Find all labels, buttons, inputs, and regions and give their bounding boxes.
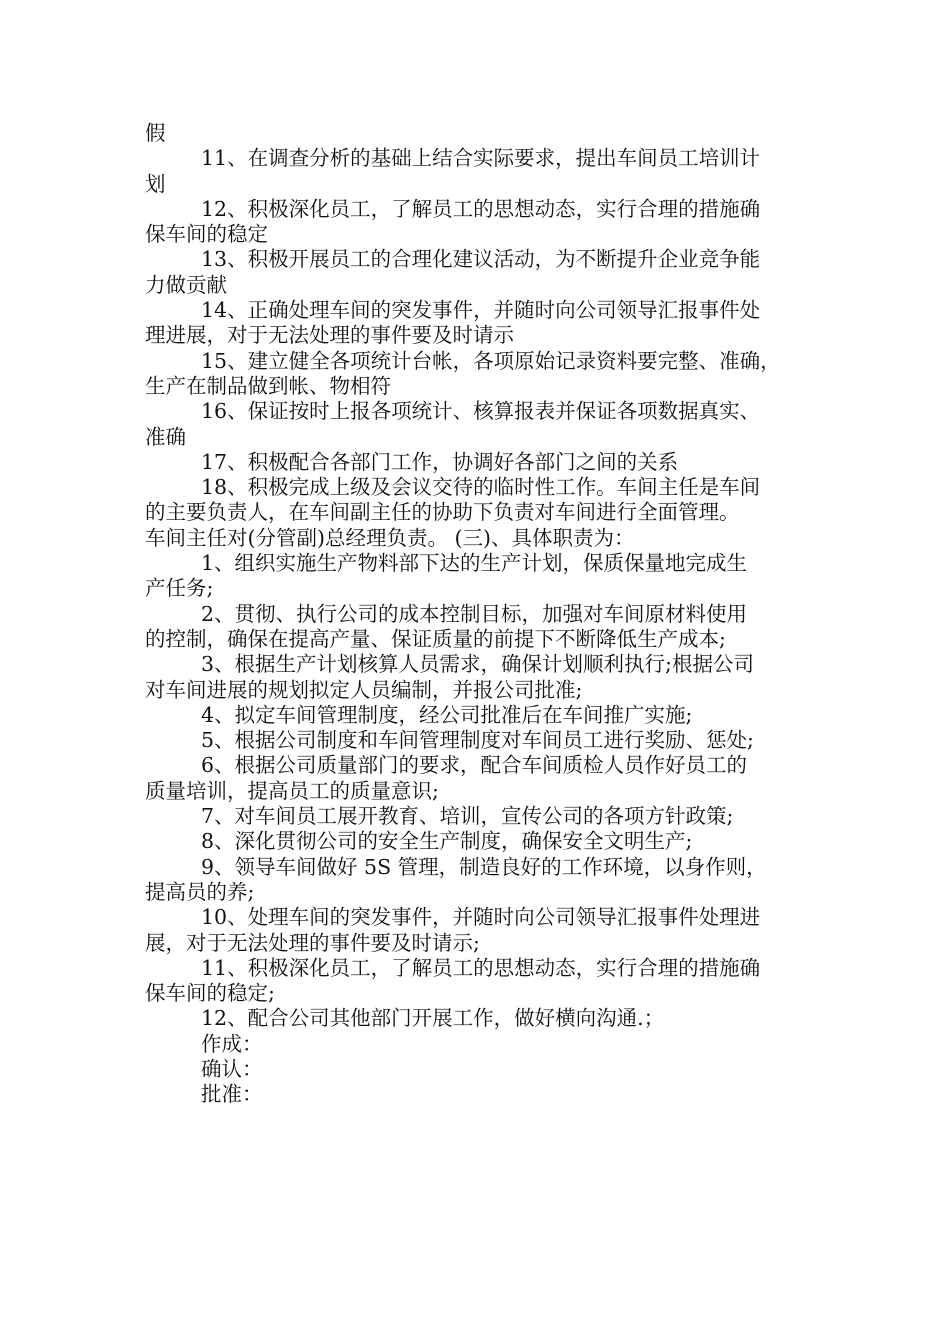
document-body	[145, 121, 825, 1108]
text-line: 划	[145, 171, 166, 196]
text-line: 6、根据公司质量部门的要求，配合车间质检人员作好员工的	[201, 753, 748, 778]
text-line: 12、积极深化员工，了解员工的思想动态，实行合理的措施确	[201, 196, 761, 221]
signoff-approved: 批准：	[201, 1082, 263, 1107]
text-line: 理进展，对于无法处理的事件要及时请示	[145, 323, 514, 348]
text-line: 7、对车间员工展开教育、培训，宣传公司的各项方针政策;	[201, 804, 734, 829]
text-line: 的主要负责人，在车间副主任的协助下负责对车间进行全面管理。	[145, 500, 740, 525]
text-line: 1、组织实施生产物料部下达的生产计划，保质保量地完成生	[201, 551, 748, 576]
text-line: 17、积极配合各部门工作，协调好各部门之间的关系	[201, 449, 679, 474]
text-line: 3、根据生产计划核算人员需求，确保计划顺利执行;根据公司	[201, 652, 754, 677]
text-line: 准确	[145, 424, 186, 449]
text-line: 保车间的稳定	[145, 222, 268, 247]
text-line: 产任务;	[145, 576, 214, 601]
text-line: 18、积极完成上级及会议交待的临时性工作。车间主任是车间	[201, 475, 761, 500]
signoff-confirmed: 确认：	[201, 1056, 263, 1081]
text-line: 质量培训，提高员工的质量意识;	[145, 778, 439, 803]
text-line: 生产在制品做到帐、物相符	[145, 373, 391, 398]
text-line: 13、积极开展员工的合理化建议活动，为不断提升企业竞争能	[201, 247, 761, 272]
text-line: 4、拟定车间管理制度，经公司批准后在车间推广实施;	[201, 702, 693, 727]
text-line: 假	[145, 121, 166, 145]
text-line: 展，对于无法处理的事件要及时请示;	[145, 930, 480, 955]
text-line: 车间主任对(分管副)总经理负责。 (三)、具体职责为：	[145, 525, 635, 550]
text-line: 力做贡献	[145, 272, 227, 297]
text-line: 保车间的稳定;	[145, 981, 275, 1006]
text-line: 2、贯彻、执行公司的成本控制目标，加强对车间原材料使用	[201, 601, 748, 626]
signoff-prepared: 作成：	[201, 1031, 263, 1056]
text-line: 15、建立健全各项统计台帐，各项原始记录资料要完整、准确，	[201, 348, 781, 373]
text-line: 14、正确处理车间的突发事件，并随时向公司领导汇报事件处	[201, 298, 761, 323]
text-line: 16、保证按时上报各项统计、核算报表并保证各项数据真实、	[201, 399, 761, 424]
text-line: 提高员的养;	[145, 879, 255, 904]
text-line: 的控制，确保在提高产量、保证质量的前提下不断降低生产成本;	[145, 626, 726, 651]
text-line: 11、积极深化员工，了解员工的思想动态，实行合理的措施确	[201, 955, 761, 980]
text-line: 8、深化贯彻公司的安全生产制度，确保安全文明生产;	[201, 829, 693, 854]
text-line: 5、根据公司制度和车间管理制度对车间员工进行奖励、惩处;	[201, 728, 754, 753]
text-line: 对车间进展的规划拟定人员编制，并报公司批准;	[145, 677, 583, 702]
text-line: 12、配合公司其他部门开展工作，做好横向沟通.；	[201, 1006, 665, 1031]
text-line: 9、领导车间做好 5S 管理，制造良好的工作环境，以身作则，	[201, 854, 767, 879]
paragraph-lines	[145, 121, 825, 1032]
text-line: 11、在调查分析的基础上结合实际要求，提出车间员工培训计	[201, 146, 761, 171]
text-line: 10、处理车间的突发事件，并随时向公司领导汇报事件处理进	[201, 905, 761, 930]
